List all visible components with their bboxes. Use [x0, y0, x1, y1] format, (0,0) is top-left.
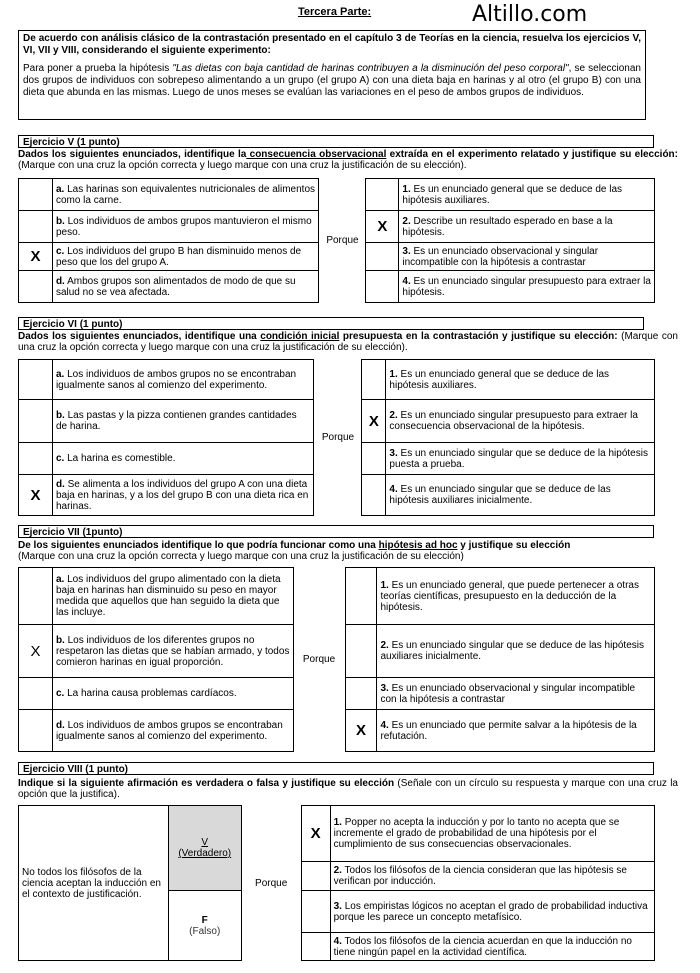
ex7-letter: c.	[55, 688, 65, 699]
section-title: Tercera Parte:	[298, 6, 372, 18]
ex5-question	[18, 149, 678, 171]
ex6-mark-a[interactable]	[19, 360, 53, 400]
ex6-option-b	[52, 400, 314, 443]
ex6-letter: d.	[55, 478, 65, 490]
ex5-just-3	[399, 243, 655, 271]
ex7-num: 3.	[380, 682, 389, 694]
ex5-q-post: extraída en el experimento relatado y justifique su elección:	[386, 149, 678, 160]
ex8-mark-1[interactable]: X	[301, 806, 330, 862]
experiment-hypothesis: "Las dietas con baja cantidad de harinas contribuyen a la disminución del peso corporal"	[172, 63, 569, 74]
ex5-letter: d.	[55, 275, 65, 287]
ex6-mark-c[interactable]	[19, 443, 53, 475]
ex6-num: 2.	[389, 410, 398, 421]
ex5-just-text: Es un enunciado observacional y singular incompatible con la hipótesis a contrastar	[402, 245, 599, 268]
ex7-num: 4.	[380, 719, 389, 731]
ex8-option-false[interactable]	[168, 891, 241, 961]
ex8-num: 1.	[333, 817, 342, 828]
ex7-q-note: (Marque con una cruz la opción correcta y luego marque con una cruz la justificación de su elección)	[18, 551, 464, 562]
ex5-num: 4.	[402, 275, 411, 287]
ex7-just-text: Es un enunciado singular que se deduce de las hipótesis auxiliares inicialmente.	[380, 640, 644, 662]
ex6-letter: c.	[55, 453, 65, 464]
ex7-text: Los individuos de ambos grupos se encontraban igualmente sanos al comienzo del experimento.	[55, 719, 283, 742]
ex5-num: 1.	[402, 183, 411, 195]
ex7-mark-2[interactable]	[345, 625, 377, 678]
ex5-just-text: Describe un resultado esperado en base a la hipótesis.	[402, 215, 613, 238]
ex5-letter: a.	[55, 183, 65, 195]
ex7-table	[18, 567, 655, 752]
ex5-num: 3.	[402, 245, 411, 257]
ex6-title: Ejercicio VI (1 punto)	[18, 317, 644, 330]
ex7-mark-a[interactable]	[19, 568, 53, 625]
ex6-text: Se alimenta a los individuos del grupo A con una dieta baja en harinas, y a los del grupo B con una dieta rica en harinas.	[55, 478, 309, 512]
ex6-question	[18, 331, 678, 353]
ex5-option-c	[52, 243, 319, 271]
ex8-false-word: (Falso)	[189, 925, 221, 937]
ex7-letter: b.	[55, 634, 65, 646]
ex5-just-text: Es un enunciado singular presupuesto para extraer la hipótesis.	[402, 275, 651, 298]
ex8-mark-4[interactable]	[301, 933, 330, 961]
ex8-statement: No todos los filósofos de la ciencia aceptan la inducción en el contexto de justificación.	[19, 806, 169, 961]
ex6-porque: Porque	[314, 360, 362, 516]
ex6-mark-2[interactable]: X	[362, 400, 386, 443]
ex8-mark-2[interactable]	[301, 862, 330, 891]
ex8-true-word: (Verdadero)	[178, 848, 232, 859]
ex5-num: 2.	[402, 215, 411, 227]
ex6-just-3	[386, 443, 655, 475]
ex6-option-a	[52, 360, 314, 400]
ex5-table	[18, 178, 655, 303]
ex7-text: La harina causa problemas cardíacos.	[64, 688, 237, 699]
ex7-just-1	[377, 568, 655, 625]
ex7-num: 2.	[380, 640, 389, 651]
ex8-just-2	[330, 862, 654, 891]
ex6-text: Los individuos de ambos grupos no se encontraban igualmente sanos al comienzo del experimento.	[55, 368, 297, 391]
ex6-just-1	[386, 360, 655, 400]
ex6-letter: a.	[55, 368, 65, 380]
ex7-just-3	[377, 678, 655, 710]
ex6-q-note: (Marque con una cruz la opción correcta y luego marque con una cruz la justificación de su elección).	[18, 331, 678, 353]
ex7-q-key: hipótesis ad hoc	[378, 540, 458, 551]
ex7-mark-3[interactable]	[345, 678, 377, 710]
ex8-num: 3.	[333, 900, 342, 912]
ex5-q-note: (Marque con una cruz la opción correcta y luego marque con una cruz la justificación de su elección).	[18, 160, 467, 171]
ex7-mark-d[interactable]	[19, 710, 53, 752]
ex7-option-b	[52, 625, 293, 678]
ex7-mark-4[interactable]: X	[345, 710, 377, 752]
ex7-question	[18, 540, 688, 562]
ex8-table	[18, 805, 655, 961]
ex8-q-note: (Señale con un círculo su respuesta y marque con una cruz la opción que la justifica).	[18, 778, 678, 800]
ex7-just-text: Es un enunciado general, que puede pertenecer a otras teorías científicas, presupuesto en la deducción de la hipótesis.	[380, 579, 639, 613]
ex5-option-d	[52, 271, 319, 303]
ex6-just-text: Es un enunciado singular que se deduce de las hipótesis auxiliares inicialmente.	[389, 484, 611, 506]
ex6-table	[18, 359, 655, 516]
ex7-just-text: Es un enunciado que permite salvar a la hipótesis de la refutación.	[380, 719, 637, 742]
ex5-q-pre: Dados los siguientes enunciados, identifique la	[18, 149, 247, 160]
ex7-num: 1.	[380, 579, 389, 591]
ex6-just-4	[386, 475, 655, 516]
ex6-num: 4.	[389, 484, 398, 495]
ex7-just-text: Es un enunciado observacional y singular incompatible con la hipótesis a contrastar	[380, 682, 636, 705]
ex5-mark-a[interactable]	[19, 179, 53, 211]
ex8-true-letter: V	[201, 837, 209, 848]
ex6-just-text: Es un enunciado singular presupuesto para extraer la consecuencia observacional de la hipótesis.	[389, 410, 638, 432]
ex8-just-text: Todos los filósofos de la ciencia acuerdan en que la inducción no tiene ningún papel en la actividad científica.	[333, 935, 632, 958]
ex5-mark-4[interactable]	[366, 271, 399, 303]
ex6-option-c	[52, 443, 314, 475]
ex6-num: 1.	[389, 368, 398, 380]
ex6-just-text: Es un enunciado singular que se deduce de la hipótesis puesta a prueba.	[389, 447, 648, 470]
ex7-option-a	[52, 568, 293, 625]
ex8-num: 2.	[333, 865, 342, 876]
ex5-text: Ambos grupos son alimentados de modo de que su salud no se vea afectada.	[55, 275, 296, 298]
ex8-false-letter: F	[201, 914, 208, 926]
ex6-letter: b.	[55, 410, 65, 421]
ex5-letter: c.	[55, 245, 65, 257]
ex7-text: Los individuos de los diferentes grupos no respetaron las dietas que se habían armado, y todos comieron harinas en igual proporción.	[55, 634, 290, 668]
ex7-mark-b[interactable]: X	[19, 625, 53, 678]
ex8-mark-3[interactable]	[301, 891, 330, 933]
ex7-just-4	[377, 710, 655, 752]
ex7-letter: d.	[55, 719, 65, 731]
ex7-title: Ejercicio VII (1punto)	[18, 525, 654, 538]
intro-instruction: De acuerdo con análisis clásico de la contrastación presentado en el capítulo 3 de Teorías en la ciencia, resuelva los ejercicios V, VI, VII y VIII, considerando el siguiente experimento:	[23, 33, 641, 56]
ex6-text: Las pastas y la pizza contienen grandes cantidades de harina.	[55, 410, 297, 432]
ex5-just-1	[399, 179, 655, 211]
ex6-text: La harina es comestible.	[64, 453, 176, 464]
ex7-just-2	[377, 625, 655, 678]
ex6-just-2	[386, 400, 655, 443]
ex5-text: Los individuos de ambos grupos mantuvieron el mismo peso.	[55, 215, 312, 238]
ex5-mark-d[interactable]	[19, 271, 53, 303]
ex8-num: 4.	[333, 935, 342, 947]
ex5-letter: b.	[55, 215, 65, 227]
ex5-mark-3[interactable]	[366, 243, 399, 271]
ex7-q-pre: De los siguientes enunciados identifique lo que podría funcionar como una	[18, 540, 379, 551]
watermark-logo: Altillo.com	[472, 2, 588, 27]
ex7-text: Los individuos del grupo alimentado con la dieta baja en harinas han disminuido su peso en mayor medida que aquellos que han seguido la dieta que las incluye.	[55, 574, 281, 618]
ex5-text: Los individuos del grupo B han disminuido menos de peso que los del grupo A.	[55, 245, 302, 268]
ex5-q-key: consecuencia observacional	[246, 149, 387, 160]
ex8-title: Ejercicio VIII (1 punto)	[18, 762, 654, 775]
ex8-just-3	[330, 891, 654, 933]
ex5-just-4	[399, 271, 655, 303]
ex5-option-a	[52, 179, 319, 211]
ex8-just-text: Todos los filósofos de la ciencia consideran que las hipótesis se verifican por inducción.	[333, 865, 627, 887]
ex6-mark-b[interactable]	[19, 400, 53, 443]
ex7-q-post: y justifique su elección	[457, 540, 571, 551]
ex5-option-b	[52, 211, 319, 243]
ex7-option-c	[52, 678, 293, 710]
ex7-porque: Porque	[293, 568, 345, 752]
ex5-just-2	[399, 211, 655, 243]
ex5-mark-1[interactable]	[366, 179, 399, 211]
intro-box	[18, 30, 646, 120]
ex5-porque: Porque	[319, 179, 366, 303]
ex8-question	[18, 778, 678, 800]
ex8-just-text: Los empiristas lógicos no aceptan el grado de probabilidad inductiva porque les parece un concepto metafísico.	[333, 900, 648, 923]
ex5-mark-c[interactable]: X	[19, 243, 53, 271]
ex5-text: Las harinas son equivalentes nutricionales de alimentos como la carne.	[55, 183, 316, 206]
ex6-mark-1[interactable]	[362, 360, 386, 400]
ex8-q-pre: Indique si la siguiente afirmación es verdadera o falsa y justifique su elección	[18, 778, 395, 789]
ex6-mark-3[interactable]	[362, 443, 386, 475]
ex7-mark-1[interactable]	[345, 568, 377, 625]
experiment-text-pre: Para poner a prueba la hipótesis	[23, 63, 173, 74]
ex6-mark-4[interactable]	[362, 475, 386, 516]
ex6-option-d	[52, 475, 314, 516]
ex5-title: Ejercicio V (1 punto)	[18, 135, 654, 148]
ex8-just-text: Popper no acepta la inducción y por lo tanto no acepta que se incremente el grado de probabilidad de una hipótesis por el cumplimiento de sus consecuencias observacionales.	[333, 817, 620, 850]
ex8-just-4	[330, 933, 654, 961]
ex7-option-d	[52, 710, 293, 752]
experiment-text-post: , se seleccionan dos grupos de individuos con sobrepeso alimentando a un grupo (el grupo A) con una dieta baja en harinas y al otro (el grupo B) con una dieta que abunda en las mismas. Luego de unos meses se evalúan las variaciones en el peso de ambos grupos de individuos.	[23, 63, 641, 98]
ex5-just-text: Es un enunciado general que se deduce de las hipótesis auxiliares.	[402, 183, 623, 206]
ex7-letter: a.	[55, 574, 65, 585]
ex6-num: 3.	[389, 447, 398, 459]
ex6-q-pre: Dados los siguientes enunciados, identifique una	[18, 331, 261, 342]
ex8-just-1	[330, 806, 654, 862]
ex6-mark-d[interactable]: X	[19, 475, 53, 516]
ex6-q-key: condición inicial	[260, 331, 340, 342]
ex8-option-true[interactable]	[168, 806, 241, 891]
ex5-mark-2[interactable]: X	[366, 211, 399, 243]
ex6-just-text: Es un enunciado general que se deduce de las hipótesis auxiliares.	[389, 368, 610, 391]
ex8-porque: Porque	[241, 806, 301, 961]
ex6-q-post: presupuesta en la contrastación y justifique su elección:	[339, 331, 618, 342]
intro-experiment	[23, 63, 641, 99]
ex5-mark-b[interactable]	[19, 211, 53, 243]
ex7-mark-c[interactable]	[19, 678, 53, 710]
